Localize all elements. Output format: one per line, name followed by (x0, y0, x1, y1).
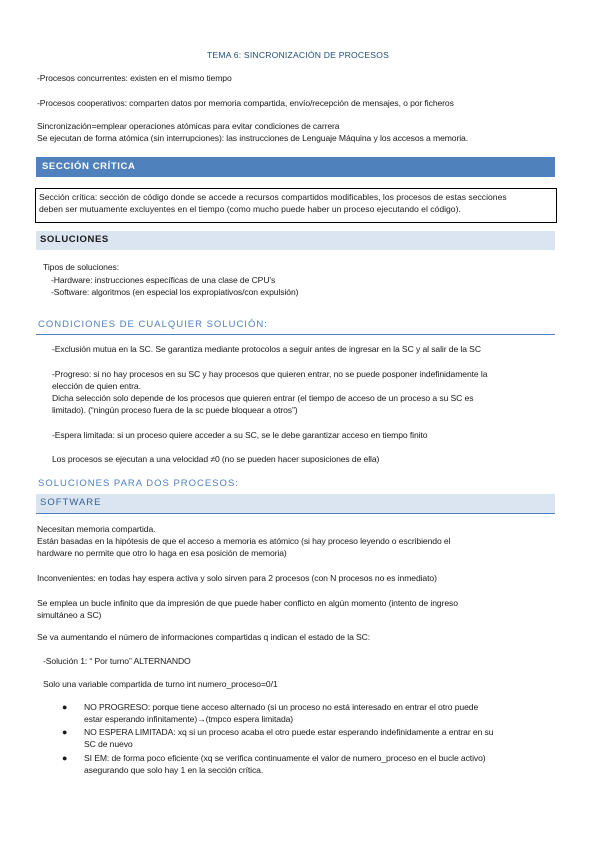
bullet-icon: ● (62, 727, 68, 737)
paragraph-line: Necesitan memoria compartida. (37, 524, 156, 534)
section-heading-label: SECCIÓN CRÍTICA (42, 161, 136, 172)
tipos-label: Tipos de soluciones: (43, 262, 120, 272)
list-item: NO PROGRESO: porque tiene acceso alternado (si un proceso no está interesado en entrar el otro puede (84, 702, 479, 712)
section-heading-seccion-critica (36, 157, 555, 177)
page-title: TEMA 6: SINCRONIZACIÓN DE PROCESOS (206, 50, 390, 60)
condicion-exclusion: -Exclusión mutua en la SC. Se garantiza mediante protocolos a seguir antes de ingresar en la SC y al salir de la SC (52, 344, 481, 354)
section-heading-software (36, 494, 555, 513)
paragraph-line: Están basadas en la hipótesis de que el acceso a memoria es atómico (si hay proceso leyendo o escribiendo el (37, 536, 451, 546)
definition-line: Sección crítica: sección de código donde se accede a recursos compartidos modificables, los procesos de estas secciones (39, 192, 507, 202)
list-item: SI EM: de forma poco eficiente (xq se verifica continuamente el valor de numero_proceso en el bucle activo) (84, 753, 486, 763)
list-item: asegurando que solo hay 1 en la sección crítica. (84, 765, 264, 775)
intro-concurrentes: -Procesos concurrentes: existen en el mismo tiempo (37, 73, 232, 83)
tipo-hardware: -Hardware: instrucciones específicas de una clase de CPU's (51, 275, 276, 285)
solucion-heading: -Solución 1: “ Por turno” ALTERNANDO (43, 656, 191, 666)
paragraph-line: Se va aumentando el número de informaciones compartidas q indican el estado de la SC: (37, 632, 371, 642)
condicion-velocidad: Los procesos se ejecutan a una velocidad ≠0 (no se pueden hacer suposiciones de ella) (52, 454, 380, 464)
list-item: estar esperando infinitamente)→(tmpco espera limitada) (84, 714, 294, 724)
paragraph-line: hardware no permite que otro lo haga en esa posición de memoria) (37, 548, 287, 558)
list-item: NO ESPERA LIMITADA: xq si un proceso acaba el otro puede estar esperando indefinidamente a entrar en su (84, 727, 494, 737)
section-heading-label: SOLUCIONES (40, 234, 109, 245)
section-divider (36, 334, 555, 335)
definition-box (35, 188, 557, 223)
condicion-progreso: elección de quien entra. (52, 381, 141, 391)
section-heading-label: SOFTWARE (40, 497, 102, 508)
condicion-progreso: -Progreso: si no hay procesos en su SC y hay procesos que quieren entrar, no se puede posponer indefinidamente la (52, 369, 488, 379)
tipo-software: -Software: algoritmos (en especial los expropiativos/con expulsión) (51, 287, 299, 297)
definition-line: deben ser mutuamente excluyentes en el tiempo (como mucho puede haber un proceso ejecutando el código). (39, 204, 461, 214)
section-divider (36, 513, 555, 514)
condicion-espera: -Espera limitada: si un proceso quiere acceder a su SC, se le debe garantizar acceso en tiempo finito (52, 430, 428, 440)
condicion-progreso: Dicha selección solo depende de los procesos que quieren entrar (el tiempo de acceso de un proceso a su SC es (52, 393, 474, 403)
section-heading-dos-procesos: SOLUCIONES PARA DOS PROCESOS: (38, 478, 239, 489)
section-heading-soluciones (36, 231, 555, 250)
paragraph-line: Se emplea un bucle infinito que da impresión de que puede haber conflicto en algún momento (intento de ingreso (37, 598, 458, 608)
bullet-icon: ● (62, 702, 68, 712)
intro-cooperativos: -Procesos cooperativos: comparten datos por memoria compartida, envío/recepción de mensajes, o por ficheros (37, 98, 454, 108)
list-item: SC de nuevo (84, 739, 133, 749)
intro-atomica: Se ejecutan de forma atómica (sin interrupciones): las instrucciones de Lenguaje Máquina y los accesos a memoria. (37, 133, 469, 143)
condicion-progreso: limitado). (“ningún proceso fuera de la sc puede bloquear a otros”) (52, 405, 298, 415)
intro-sincronizacion: Sincronización=emplear operaciones atómicas para evitar condiciones de carrera (37, 121, 340, 131)
paragraph-line: simultáneo a SC) (37, 610, 102, 620)
inconvenientes-line: Inconvenientes: en todas hay espera activa y solo sirven para 2 procesos (con N procesos no es inmediato) (37, 573, 437, 583)
paragraph-line: Solo una variable compartida de turno int numero_proceso=0/1 (43, 679, 278, 689)
section-heading-condiciones: CONDICIONES DE CUALQUIER SOLUCIÓN: (38, 319, 268, 330)
bullet-icon: ● (62, 753, 68, 763)
